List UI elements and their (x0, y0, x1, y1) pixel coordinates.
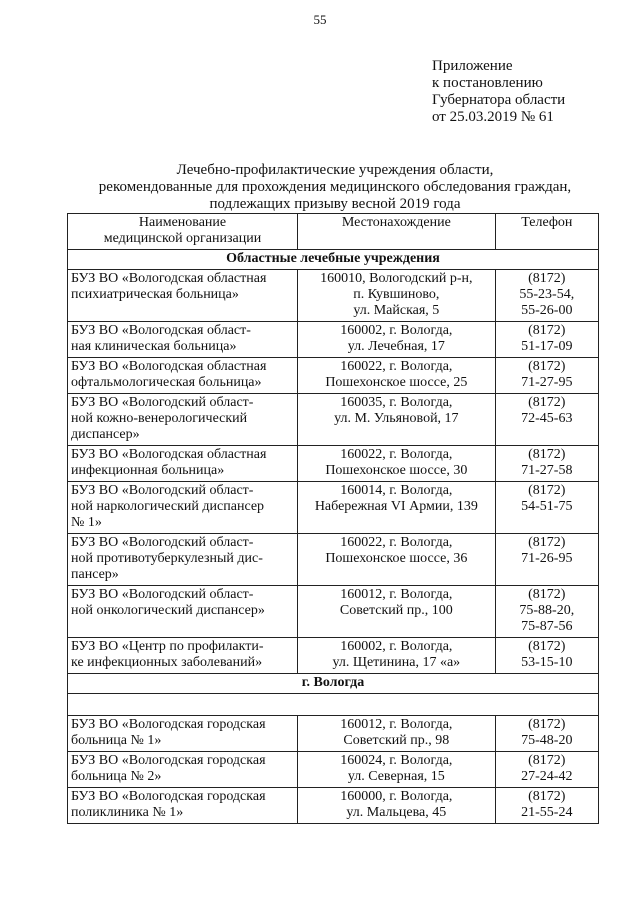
cell-address-line: п. Кувшиново, (353, 287, 440, 302)
cell-address-line: 160002, г. Вологда, (340, 323, 453, 338)
cell-phone (495, 446, 598, 482)
cell-name-line: БУЗ ВО «Вологодская городская (71, 753, 266, 768)
cell-name-line: БУЗ ВО «Вологодская городская (71, 789, 266, 804)
cell-address (298, 322, 496, 358)
cell-address (298, 270, 496, 322)
cell-name (68, 716, 298, 752)
cell-phone-line: 72-45-63 (521, 411, 573, 426)
title-line: Лечебно-профилактические учреждения области, (176, 162, 494, 178)
cell-name-line: № 1» (71, 515, 102, 530)
table-row (68, 752, 599, 788)
cell-phone (495, 752, 598, 788)
cell-address (298, 716, 496, 752)
cell-name-line: ке инфекционных заболеваний» (71, 655, 263, 670)
table-row (68, 788, 599, 824)
appendix-line: Приложение (432, 58, 513, 74)
cell-address-line: Советский пр., 98 (343, 733, 450, 748)
cell-name-line: ная клиническая больница» (71, 339, 237, 354)
spacer-row (68, 694, 599, 716)
header-address: Местонахождение (298, 214, 496, 250)
cell-name-line: ной онкологический диспансер» (71, 603, 265, 618)
cell-phone-line: (8172) (528, 359, 566, 374)
cell-name-line: БУЗ ВО «Вологодская областная (71, 271, 267, 286)
cell-address-line: ул. Щетинина, 17 «а» (332, 655, 461, 670)
cell-name-line: БУЗ ВО «Вологодская областная (71, 359, 267, 374)
cell-name-line: БУЗ ВО «Вологодский област- (71, 483, 254, 498)
cell-phone-line: 54-51-75 (521, 499, 573, 514)
cell-phone-line: 71-27-95 (521, 375, 573, 390)
table-row (68, 270, 599, 322)
table-row (68, 394, 599, 446)
cell-phone (495, 534, 598, 586)
cell-phone-line: (8172) (528, 535, 566, 550)
cell-phone (495, 322, 598, 358)
cell-phone-line: (8172) (528, 587, 566, 602)
page-number: 55 (313, 12, 327, 27)
appendix-block (432, 58, 565, 126)
cell-phone-line: 71-27-58 (521, 463, 573, 478)
table-row (68, 446, 599, 482)
cell-address-line: 160014, г. Вологда, (340, 483, 453, 498)
section-title: г. Вологда (68, 674, 599, 694)
cell-address-line: Пошехонское шоссе, 36 (325, 551, 468, 566)
header-name: Наименование медицинской организации (68, 214, 298, 250)
cell-address-line: 160000, г. Вологда, (340, 789, 453, 804)
table-row (68, 638, 599, 674)
cell-phone-line: (8172) (528, 789, 566, 804)
cell-name-line: офтальмологическая больница» (71, 375, 262, 390)
cell-name-line: диспансер» (71, 427, 140, 442)
cell-address (298, 358, 496, 394)
cell-name (68, 482, 298, 534)
cell-name (68, 270, 298, 322)
spacer-cell (68, 694, 599, 716)
cell-name (68, 394, 298, 446)
table-header-row (68, 214, 599, 250)
cell-phone-line: 51-17-09 (521, 339, 573, 354)
section-title: Областные лечебные учреждения (68, 250, 599, 270)
cell-name-line: БУЗ ВО «Вологодский област- (71, 587, 254, 602)
cell-phone-line: (8172) (528, 395, 566, 410)
cell-name (68, 752, 298, 788)
section-header-row (68, 250, 599, 270)
cell-phone-line: (8172) (528, 271, 566, 286)
cell-name (68, 534, 298, 586)
cell-name-line: ной кожно-венерологический (71, 411, 248, 426)
cell-address-line: 160035, г. Вологда, (340, 395, 453, 410)
cell-address (298, 394, 496, 446)
cell-name-line: БУЗ ВО «Вологодская областная (71, 447, 267, 462)
cell-phone-line: (8172) (528, 639, 566, 654)
cell-phone (495, 586, 598, 638)
cell-phone-line: 75-88-20, (519, 603, 575, 618)
cell-name (68, 638, 298, 674)
cell-address (298, 534, 496, 586)
cell-phone (495, 394, 598, 446)
cell-name-line: БУЗ ВО «Вологодская городская (71, 717, 266, 732)
cell-address (298, 446, 496, 482)
table-row (68, 586, 599, 638)
cell-phone-line: (8172) (528, 483, 566, 498)
cell-address (298, 482, 496, 534)
cell-phone (495, 358, 598, 394)
document-title (40, 162, 630, 213)
cell-address (298, 638, 496, 674)
cell-name-line: БУЗ ВО «Вологодская област- (71, 323, 251, 338)
cell-phone-line: 27-24-42 (521, 769, 573, 784)
cell-address-line: Пошехонское шоссе, 25 (325, 375, 468, 390)
cell-name-line: больница № 2» (71, 769, 162, 784)
cell-address-line: 160022, г. Вологда, (340, 359, 453, 374)
cell-name-line: ной противотуберкулезный дис- (71, 551, 263, 566)
cell-address-line: 160012, г. Вологда, (340, 717, 453, 732)
cell-name-line: ной наркологический диспансер (71, 499, 265, 514)
cell-name-line: психиатрическая больница» (71, 287, 239, 302)
cell-address-line: 160010, Вологодский р-н, (320, 271, 473, 286)
table-row (68, 358, 599, 394)
cell-name (68, 358, 298, 394)
cell-address (298, 788, 496, 824)
cell-address (298, 752, 496, 788)
cell-name-line: поликлиника № 1» (71, 805, 184, 820)
cell-phone (495, 788, 598, 824)
cell-name-line: инфекционная больница» (71, 463, 225, 478)
section-header-row (68, 674, 599, 694)
cell-address-line: ул. Северная, 15 (347, 769, 445, 784)
cell-address-line: Набережная VI Армии, 139 (314, 499, 478, 514)
cell-phone-line: 21-55-24 (521, 805, 573, 820)
cell-name (68, 788, 298, 824)
cell-address-line: ул. Лечебная, 17 (347, 339, 445, 354)
cell-name-line: больница № 1» (71, 733, 162, 748)
cell-phone (495, 482, 598, 534)
facilities-table (67, 213, 599, 824)
cell-address-line: ул. Майская, 5 (353, 303, 440, 318)
cell-phone-line: 53-15-10 (521, 655, 573, 670)
cell-phone (495, 638, 598, 674)
appendix-line: Губернатора области (432, 92, 566, 108)
cell-address-line: 160022, г. Вологда, (340, 447, 453, 462)
cell-address-line: 160022, г. Вологда, (340, 535, 453, 550)
table-row (68, 482, 599, 534)
cell-phone-line: 75-87-56 (521, 619, 573, 634)
cell-phone (495, 716, 598, 752)
cell-name (68, 446, 298, 482)
cell-address-line: 160002, г. Вологда, (340, 639, 453, 654)
cell-address-line: Пошехонское шоссе, 30 (325, 463, 468, 478)
cell-address-line: Советский пр., 100 (339, 603, 453, 618)
cell-name (68, 586, 298, 638)
cell-phone-line: (8172) (528, 323, 566, 338)
cell-name-line: БУЗ ВО «Вологодский област- (71, 395, 254, 410)
cell-phone-line: 71-26-95 (521, 551, 573, 566)
cell-address-line: ул. Мальцева, 45 (346, 805, 447, 820)
appendix-line: от 25.03.2019 № 61 (432, 109, 554, 125)
table-body (68, 250, 599, 824)
table-row (68, 716, 599, 752)
cell-address (298, 586, 496, 638)
cell-address-line: 160024, г. Вологда, (340, 753, 453, 768)
cell-name-line: БУЗ ВО «Центр по профилакти- (71, 639, 264, 654)
title-line: подлежащих призыву весной 2019 года (209, 196, 461, 212)
cell-phone-line: (8172) (528, 753, 566, 768)
cell-phone (495, 270, 598, 322)
title-line: рекомендованные для прохождения медицинского обследования граждан, (98, 179, 572, 195)
cell-phone-line: (8172) (528, 447, 566, 462)
appendix-line: к постановлению (432, 75, 543, 91)
cell-phone-line: 55-23-54, (519, 287, 575, 302)
cell-phone-line: 55-26-00 (521, 303, 573, 318)
cell-phone-line: 75-48-20 (521, 733, 573, 748)
table-row (68, 322, 599, 358)
cell-address-line: ул. М. Ульяновой, 17 (334, 411, 459, 426)
header-phone: Телефон (495, 214, 598, 250)
cell-address-line: 160012, г. Вологда, (340, 587, 453, 602)
cell-name-line: БУЗ ВО «Вологодский област- (71, 535, 254, 550)
table-row (68, 534, 599, 586)
cell-name-line: пансер» (71, 567, 119, 582)
cell-name (68, 322, 298, 358)
cell-phone-line: (8172) (528, 717, 566, 732)
